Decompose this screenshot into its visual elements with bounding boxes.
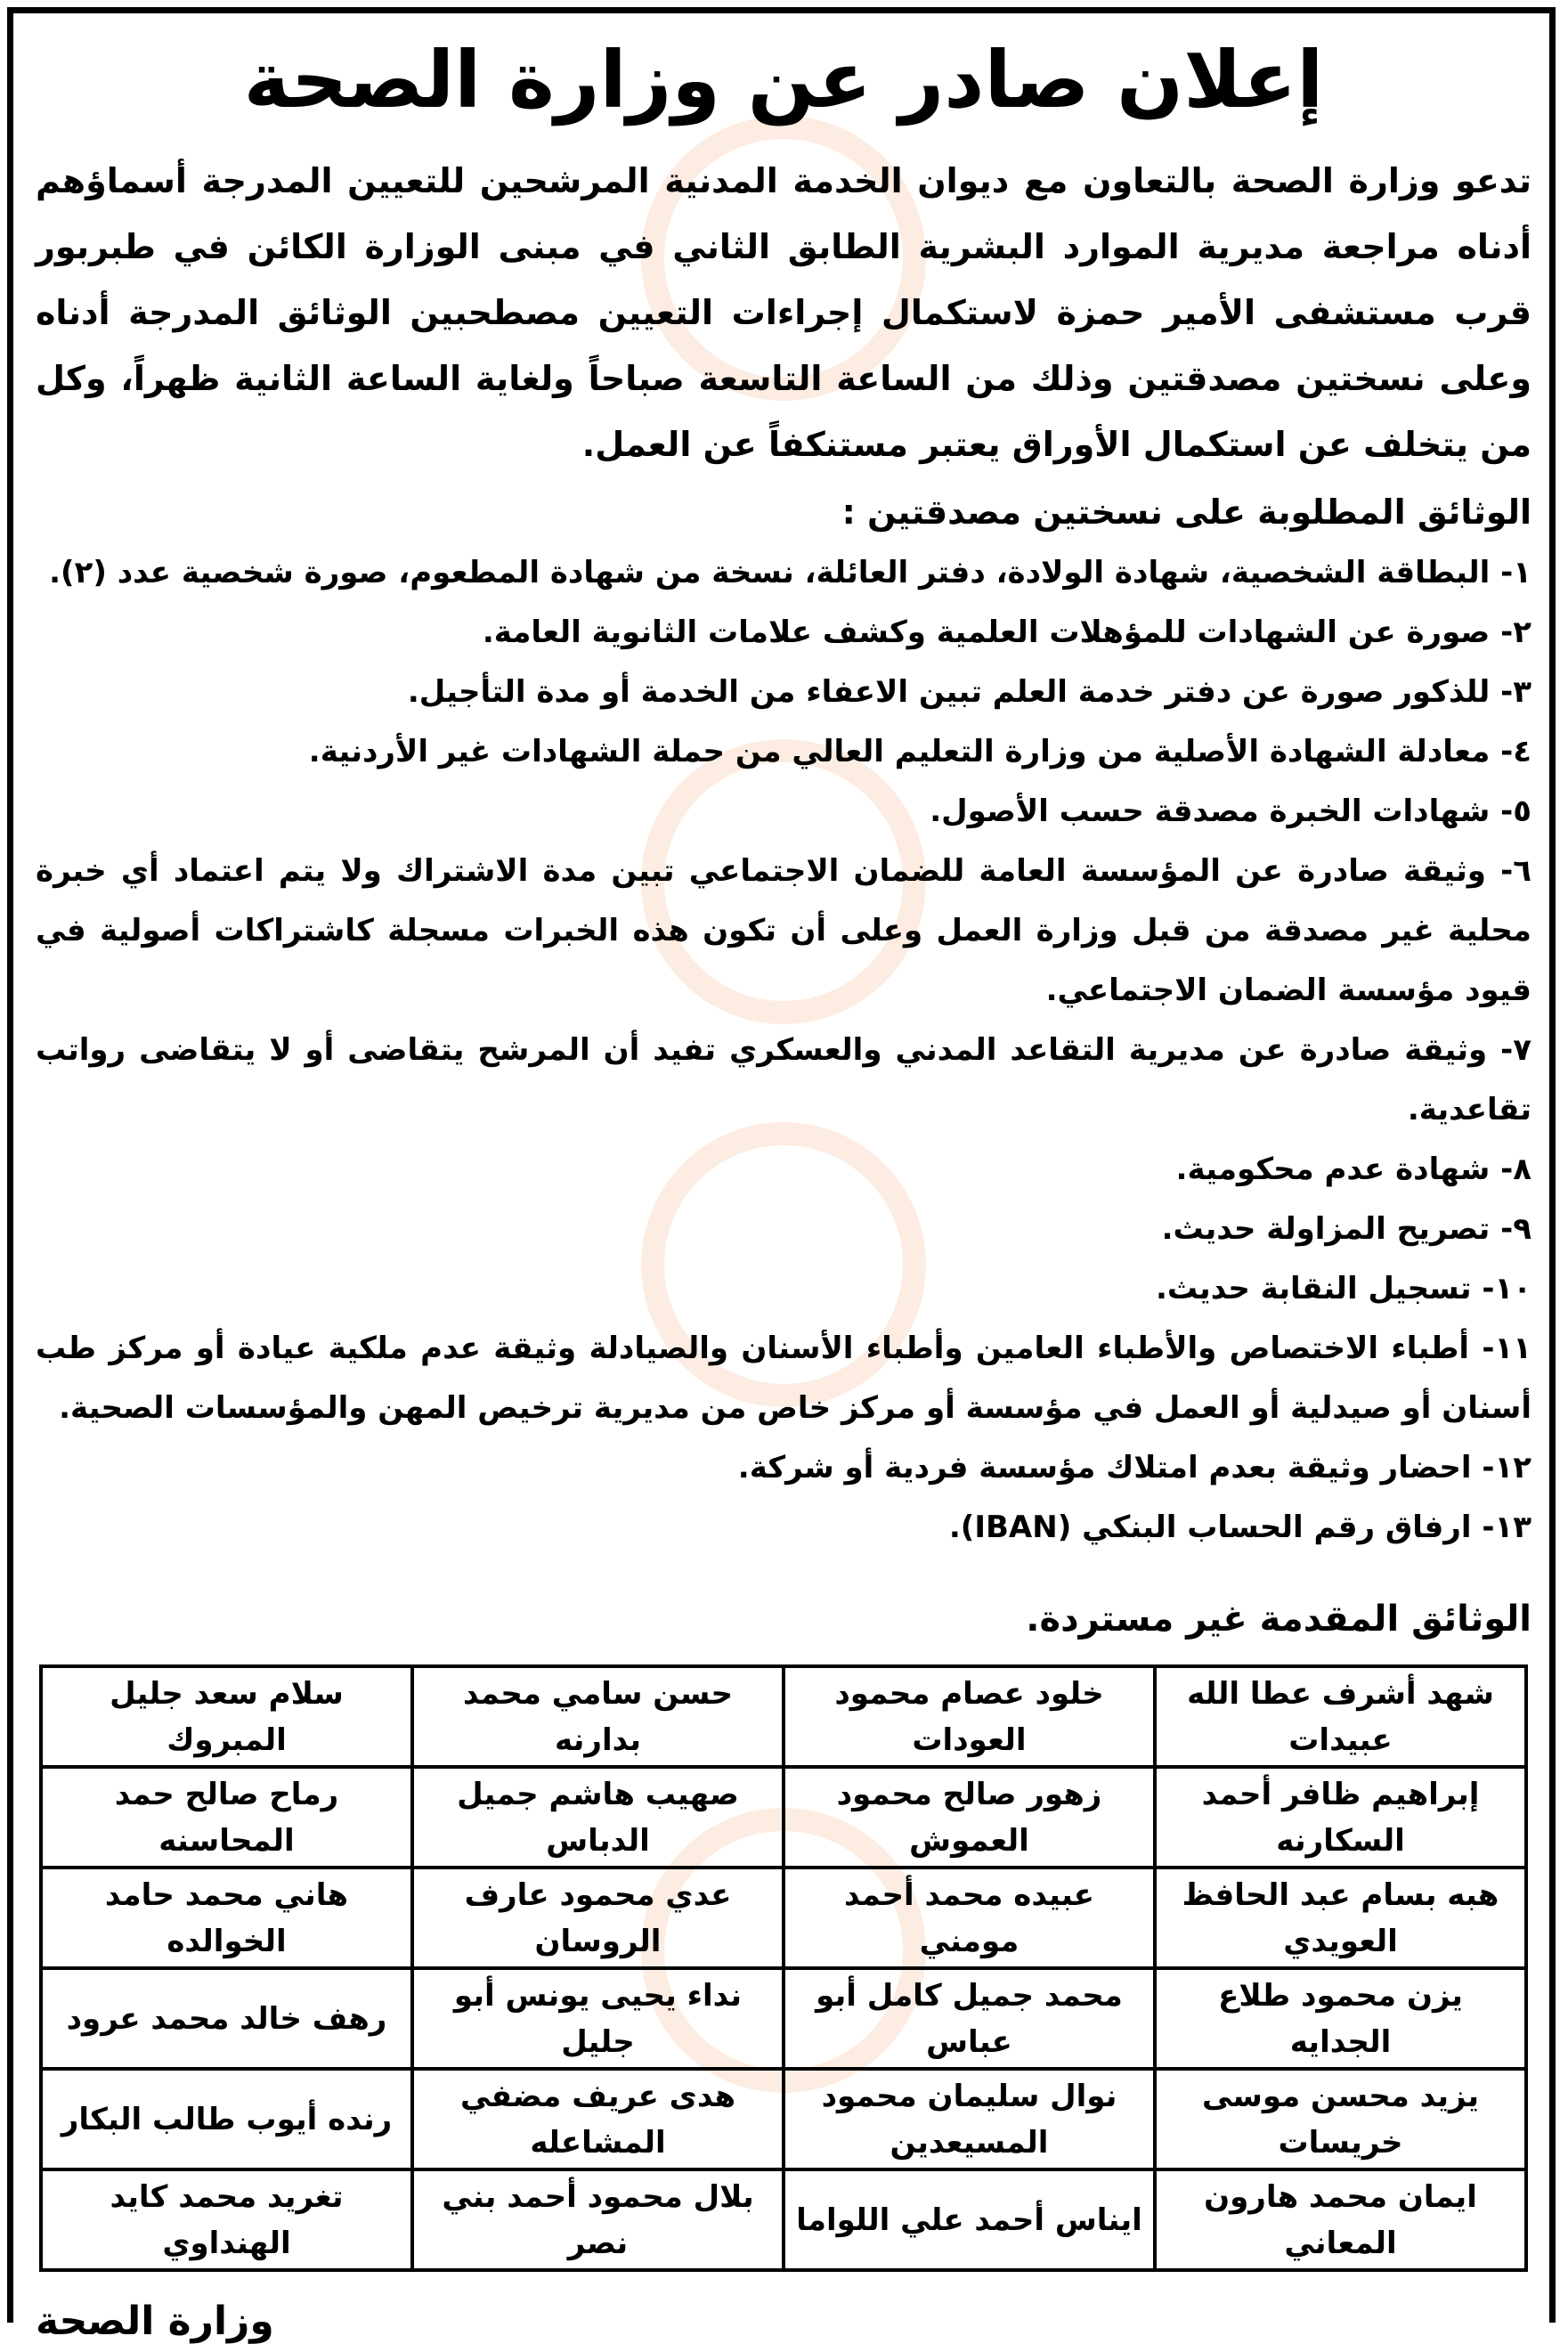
list-item: ٢- صورة عن الشهادات للمؤهلات العلمية وكشف علامات الثانوية العامة.: [482, 614, 1531, 650]
signature: وزارة الصحة: [36, 2299, 274, 2344]
name-cell: تغريد محمد كايد الهنداوي: [41, 2169, 412, 2270]
name-cell: ايناس أحمد علي اللواما: [784, 2169, 1155, 2270]
name-cell: هاني محمد حامد الخوالده: [41, 1868, 412, 1968]
list-item: ١٢- احضار وثيقة بعدم امتلاك مؤسسة فردية أو شركة.: [737, 1450, 1531, 1485]
name-cell: رهف خالد محمد عرود: [41, 1968, 412, 2069]
list-item: ١٣- ارفاق رقم الحساب البنكي (IBAN).: [948, 1510, 1531, 1545]
list-item: ٤- معادلة الشهادة الأصلية من وزارة التعليم العالي من حملة الشهادات غير الأردنية.: [308, 734, 1531, 769]
page-title: إعلان صادر عن وزارة الصحة: [243, 34, 1324, 126]
name-cell: ايمان محمد هارون المعاني: [1155, 2169, 1526, 2270]
table-row: [41, 1868, 1526, 1968]
name-cell: بلال محمود أحمد بني نصر: [412, 2169, 784, 2270]
documents-list: [36, 543, 1531, 1558]
name-cell: إبراهيم ظافر أحمد السكارنه: [1155, 1767, 1526, 1868]
table-row: [41, 2169, 1526, 2270]
list-item: ٧- وثيقة صادرة عن مديرية التقاعد المدني والعسكري تفيد أن المرشح يتقاضى أو لا يتقاضى رواتب تقاعدية.: [36, 1032, 1531, 1127]
name-cell: يزن محمود طلاع الجدايه: [1155, 1968, 1526, 2069]
non-refundable-note: الوثائق المقدمة غير مستردة.: [1026, 1599, 1531, 1640]
list-item: ٨- شهادة عدم محكومية.: [1175, 1152, 1531, 1187]
list-item: ٦- وثيقة صادرة عن المؤسسة العامة للضمان الاجتماعي تبين مدة الاشتراك ولا يتم اعتماد أي خبرة محلية غير مصدقة من قبل وزارة العمل وعلى أن تكون هذه الخبرات مسجلة كاشتراكات أصولية في قيود مؤسسة الضمان الاجتماعي.: [36, 853, 1531, 1008]
name-cell: هبه بسام عبد الحافظ العويدي: [1155, 1868, 1526, 1968]
list-item: ٣- للذكور صورة عن دفتر خدمة العلم تبين الاعفاء من الخدمة أو مدة التأجيل.: [407, 674, 1531, 710]
name-cell: نداء يحيى يونس أبو جليل: [412, 1968, 784, 2069]
table-row: [41, 1767, 1526, 1868]
name-cell: سلام سعد جليل المبروك: [41, 1666, 412, 1767]
name-cell: هدى عريف مضفي المشاعله: [412, 2069, 784, 2169]
list-item: ٥- شهادات الخبرة مصدقة حسب الأصول.: [930, 794, 1531, 829]
list-item: ١١- أطباء الاختصاص والأطباء العامين وأطباء الأسنان والصيادلة وثيقة عدم ملكية عيادة أو مركز طب أسنان أو صيدلية أو العمل في مؤسسة أو مركز خاص من مديرية ترخيص المهن والمؤسسات الصحية.: [36, 1331, 1531, 1426]
name-cell: عبيده محمد أحمد مومني: [784, 1868, 1155, 1968]
name-cell: صهيب هاشم جميل الدباس: [412, 1767, 784, 1868]
name-cell: محمد جميل كامل أبو عباس: [784, 1968, 1155, 2069]
name-cell: رنده أيوب طالب البكار: [41, 2069, 412, 2169]
table-row: [41, 1968, 1526, 2069]
name-cell: شهد أشرف عطا الله عبيدات: [1155, 1666, 1526, 1767]
name-cell: نوال سليمان محمود المسيعدين: [784, 2069, 1155, 2169]
announcement: [36, 18, 1531, 2344]
table-row: [41, 2069, 1526, 2169]
name-cell: حسن سامي محمد بدارنه: [412, 1666, 784, 1767]
name-cell: رماح صالح حمد المحاسنه: [41, 1767, 412, 1868]
name-cell: عدي محمود عارف الروسان: [412, 1868, 784, 1968]
list-item: ١٠- تسجيل النقابة حديث.: [1156, 1271, 1531, 1306]
names-table: [39, 1664, 1528, 2272]
name-cell: يزيد محسن موسى خريسات: [1155, 2069, 1526, 2169]
name-cell: زهور صالح محمود العموش: [784, 1767, 1155, 1868]
list-item: ٩- تصريح المزاولة حديث.: [1161, 1211, 1531, 1247]
documents-heading: الوثائق المطلوبة على نسختين مصدقتين :: [841, 492, 1531, 532]
intro-paragraph: تدعو وزارة الصحة بالتعاون مع ديوان الخدمة المدنية المرشحين للتعيين المدرجة أسماؤهم أدناه مراجعة مديرية الموارد البشرية الطابق الثاني في مبنى الوزارة الكائن في طبربور قرب مستشفى الأمير حمزة لاستكمال إجراءات التعيين مصطحبين الوثائق المدرجة أدناه وعلى نسختين مصدقتين وذلك من الساعة التاسعة صباحاً ولغاية الساعة الثانية ظهراً، وكل من يتخلف عن استكمال الأوراق يعتبر مستنكفاً عن العمل.: [36, 161, 1531, 464]
list-item: ١- البطاقة الشخصية، شهادة الولادة، دفتر العائلة، نسخة من شهادة المطعوم، صورة شخصية عدد (٢).: [49, 555, 1531, 590]
name-cell: خلود عصام محمود العودات: [784, 1666, 1155, 1767]
table-row: [41, 1666, 1526, 1767]
